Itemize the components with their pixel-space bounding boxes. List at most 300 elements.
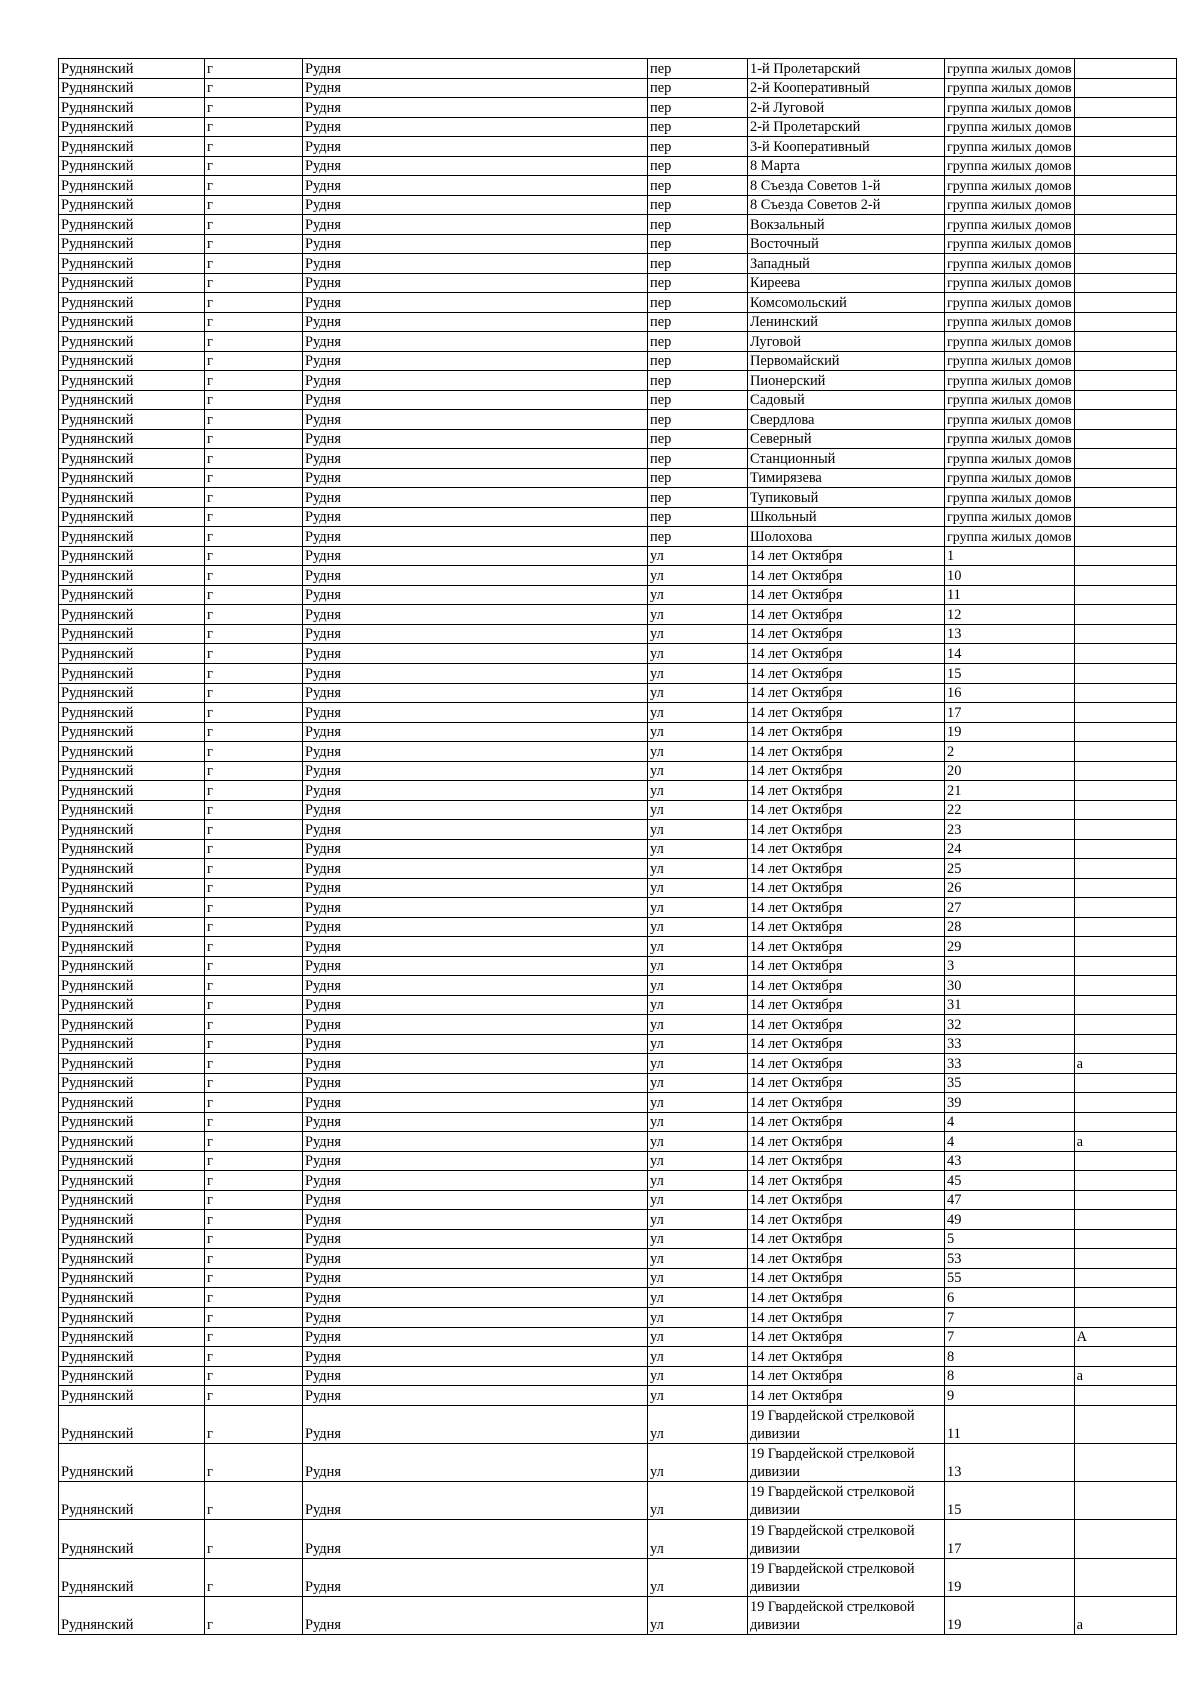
house-letter-cell <box>1074 917 1176 937</box>
table-row <box>59 1210 1177 1230</box>
settlement-name-cell: Рудня <box>303 644 648 664</box>
settlement-type-cell: г <box>205 234 303 254</box>
house-number-cell: 14 <box>945 644 1075 664</box>
settlement-type-cell: г <box>205 195 303 215</box>
settlement-name-cell: Рудня <box>303 1190 648 1210</box>
street-name-cell: 19 Гвардейской стрелковой дивизии <box>748 1558 945 1596</box>
table-row <box>59 566 1177 586</box>
settlement-name-cell: Рудня <box>303 59 648 79</box>
street-type-cell: пер <box>648 488 748 508</box>
table-row <box>59 956 1177 976</box>
house-number-cell: группа жилых домов <box>945 390 1075 410</box>
settlement-name-cell: Рудня <box>303 1268 648 1288</box>
street-name-cell: 14 лет Октября <box>748 703 945 723</box>
street-name-cell: Первомайский <box>748 351 945 371</box>
district-cell: Руднянский <box>59 59 205 79</box>
district-cell: Руднянский <box>59 468 205 488</box>
street-name-cell: 14 лет Октября <box>748 742 945 762</box>
house-letter-cell <box>1074 468 1176 488</box>
house-number-cell: группа жилых домов <box>945 293 1075 313</box>
table-row <box>59 1015 1177 1035</box>
street-name-cell: 14 лет Октября <box>748 1386 945 1406</box>
settlement-type-cell: г <box>205 429 303 449</box>
settlement-name-cell: Рудня <box>303 585 648 605</box>
street-type-cell: ул <box>648 1054 748 1074</box>
settlement-type-cell: г <box>205 663 303 683</box>
settlement-name-cell: Рудня <box>303 742 648 762</box>
house-number-cell: 29 <box>945 937 1075 957</box>
settlement-type-cell: г <box>205 956 303 976</box>
district-cell: Руднянский <box>59 1015 205 1035</box>
settlement-name-cell: Рудня <box>303 898 648 918</box>
street-name-cell: 14 лет Октября <box>748 820 945 840</box>
house-letter-cell <box>1074 1308 1176 1328</box>
settlement-type-cell: г <box>205 468 303 488</box>
settlement-type-cell: г <box>205 1520 303 1558</box>
table-row <box>59 995 1177 1015</box>
street-name-cell: Ленинский <box>748 312 945 332</box>
settlement-name-cell: Рудня <box>303 1327 648 1347</box>
street-name-cell: Тимирязева <box>748 468 945 488</box>
settlement-type-cell: г <box>205 390 303 410</box>
street-type-cell: пер <box>648 137 748 157</box>
settlement-type-cell: г <box>205 605 303 625</box>
street-name-cell: 14 лет Октября <box>748 878 945 898</box>
settlement-type-cell: г <box>205 742 303 762</box>
street-name-cell: 14 лет Октября <box>748 1288 945 1308</box>
street-name-cell: 19 Гвардейской стрелковой дивизии <box>748 1520 945 1558</box>
street-type-cell: ул <box>648 898 748 918</box>
settlement-type-cell: г <box>205 1558 303 1596</box>
street-name-cell: 14 лет Октября <box>748 1210 945 1230</box>
district-cell: Руднянский <box>59 566 205 586</box>
district-cell: Руднянский <box>59 761 205 781</box>
house-number-cell: 17 <box>945 703 1075 723</box>
district-cell: Руднянский <box>59 215 205 235</box>
table-row <box>59 1054 1177 1074</box>
district-cell: Руднянский <box>59 98 205 118</box>
table-row <box>59 234 1177 254</box>
street-type-cell: ул <box>648 917 748 937</box>
district-cell: Руднянский <box>59 390 205 410</box>
district-cell: Руднянский <box>59 1151 205 1171</box>
house-letter-cell <box>1074 215 1176 235</box>
street-type-cell: ул <box>648 859 748 879</box>
house-number-cell: 9 <box>945 1386 1075 1406</box>
house-letter-cell <box>1074 898 1176 918</box>
settlement-type-cell: г <box>205 624 303 644</box>
house-number-cell: группа жилых домов <box>945 488 1075 508</box>
house-letter-cell <box>1074 585 1176 605</box>
district-cell: Руднянский <box>59 1288 205 1308</box>
district-cell: Руднянский <box>59 1210 205 1230</box>
table-row <box>59 429 1177 449</box>
settlement-type-cell: г <box>205 1171 303 1191</box>
house-letter-cell <box>1074 351 1176 371</box>
street-name-cell: 14 лет Октября <box>748 1015 945 1035</box>
house-number-cell: 3 <box>945 956 1075 976</box>
settlement-name-cell: Рудня <box>303 410 648 430</box>
street-name-cell: 8 Марта <box>748 156 945 176</box>
street-type-cell: ул <box>648 781 748 801</box>
house-letter-cell <box>1074 449 1176 469</box>
house-letter-cell <box>1074 254 1176 274</box>
house-number-cell: 33 <box>945 1054 1075 1074</box>
settlement-type-cell: г <box>205 1132 303 1152</box>
settlement-name-cell: Рудня <box>303 215 648 235</box>
house-letter-cell: а <box>1074 1054 1176 1074</box>
house-letter-cell <box>1074 781 1176 801</box>
house-letter-cell <box>1074 742 1176 762</box>
table-row <box>59 195 1177 215</box>
district-cell: Руднянский <box>59 1347 205 1367</box>
district-cell: Руднянский <box>59 1405 205 1443</box>
settlement-type-cell: г <box>205 1327 303 1347</box>
house-letter-cell <box>1074 371 1176 391</box>
street-type-cell: ул <box>648 1132 748 1152</box>
house-number-cell: 53 <box>945 1249 1075 1269</box>
house-letter-cell <box>1074 1558 1176 1596</box>
house-letter-cell <box>1074 176 1176 196</box>
table-row <box>59 1443 1177 1481</box>
house-number-cell: группа жилых домов <box>945 332 1075 352</box>
street-type-cell: ул <box>648 1210 748 1230</box>
district-cell: Руднянский <box>59 917 205 937</box>
district-cell: Руднянский <box>59 410 205 430</box>
street-type-cell: ул <box>648 1558 748 1596</box>
district-cell: Руднянский <box>59 683 205 703</box>
street-type-cell: ул <box>648 956 748 976</box>
settlement-type-cell: г <box>205 1482 303 1520</box>
street-name-cell: 14 лет Октября <box>748 1229 945 1249</box>
district-cell: Руднянский <box>59 1597 205 1635</box>
house-number-cell: группа жилых домов <box>945 273 1075 293</box>
house-number-cell: 32 <box>945 1015 1075 1035</box>
house-number-cell: группа жилых домов <box>945 215 1075 235</box>
settlement-type-cell: г <box>205 703 303 723</box>
settlement-name-cell: Рудня <box>303 507 648 527</box>
street-type-cell: пер <box>648 176 748 196</box>
settlement-name-cell: Рудня <box>303 332 648 352</box>
district-cell: Руднянский <box>59 1443 205 1481</box>
settlement-name-cell: Рудня <box>303 1132 648 1152</box>
street-name-cell: Комсомольский <box>748 293 945 313</box>
street-type-cell: пер <box>648 527 748 547</box>
settlement-type-cell: г <box>205 1073 303 1093</box>
street-name-cell: Станционный <box>748 449 945 469</box>
settlement-type-cell: г <box>205 1405 303 1443</box>
district-cell: Руднянский <box>59 1093 205 1113</box>
house-number-cell: группа жилых домов <box>945 468 1075 488</box>
street-name-cell: 1-й Пролетарский <box>748 59 945 79</box>
street-name-cell: Садовый <box>748 390 945 410</box>
settlement-type-cell: г <box>205 410 303 430</box>
street-name-cell: Киреева <box>748 273 945 293</box>
table-row <box>59 644 1177 664</box>
street-name-cell: 14 лет Октября <box>748 1327 945 1347</box>
street-type-cell: пер <box>648 156 748 176</box>
settlement-type-cell: г <box>205 1366 303 1386</box>
settlement-name-cell: Рудня <box>303 234 648 254</box>
street-name-cell: 14 лет Октября <box>748 1132 945 1152</box>
house-number-cell: 11 <box>945 1405 1075 1443</box>
settlement-name-cell: Рудня <box>303 976 648 996</box>
table-row <box>59 742 1177 762</box>
street-name-cell: Шолохова <box>748 527 945 547</box>
settlement-type-cell: г <box>205 215 303 235</box>
street-name-cell: 14 лет Октября <box>748 624 945 644</box>
street-name-cell: Северный <box>748 429 945 449</box>
district-cell: Руднянский <box>59 488 205 508</box>
district-cell: Руднянский <box>59 254 205 274</box>
district-cell: Руднянский <box>59 1520 205 1558</box>
settlement-type-cell: г <box>205 937 303 957</box>
table-row <box>59 176 1177 196</box>
house-number-cell: 4 <box>945 1132 1075 1152</box>
table-row <box>59 878 1177 898</box>
settlement-name-cell: Рудня <box>303 683 648 703</box>
table-row <box>59 332 1177 352</box>
table-row <box>59 859 1177 879</box>
house-letter-cell <box>1074 332 1176 352</box>
house-number-cell: 30 <box>945 976 1075 996</box>
house-number-cell: группа жилых домов <box>945 98 1075 118</box>
house-number-cell: 13 <box>945 1443 1075 1481</box>
district-cell: Руднянский <box>59 956 205 976</box>
street-type-cell: ул <box>648 1268 748 1288</box>
house-number-cell: 23 <box>945 820 1075 840</box>
house-letter-cell <box>1074 293 1176 313</box>
settlement-type-cell: г <box>205 273 303 293</box>
street-type-cell: ул <box>648 820 748 840</box>
settlement-type-cell: г <box>205 1288 303 1308</box>
house-number-cell: группа жилых домов <box>945 137 1075 157</box>
settlement-name-cell: Рудня <box>303 937 648 957</box>
house-letter-cell <box>1074 1093 1176 1113</box>
street-name-cell: 14 лет Октября <box>748 546 945 566</box>
settlement-type-cell: г <box>205 351 303 371</box>
house-number-cell: 13 <box>945 624 1075 644</box>
table-row <box>59 1073 1177 1093</box>
table-row <box>59 312 1177 332</box>
street-type-cell: ул <box>648 1093 748 1113</box>
settlement-type-cell: г <box>205 1347 303 1367</box>
table-row <box>59 1347 1177 1367</box>
street-type-cell: ул <box>648 937 748 957</box>
settlement-type-cell: г <box>205 1054 303 1074</box>
house-letter-cell <box>1074 995 1176 1015</box>
settlement-name-cell: Рудня <box>303 878 648 898</box>
settlement-type-cell: г <box>205 156 303 176</box>
street-type-cell: пер <box>648 312 748 332</box>
house-letter-cell: а <box>1074 1132 1176 1152</box>
settlement-name-cell: Рудня <box>303 761 648 781</box>
settlement-type-cell: г <box>205 781 303 801</box>
district-cell: Руднянский <box>59 1132 205 1152</box>
settlement-name-cell: Рудня <box>303 1229 648 1249</box>
house-number-cell: 2 <box>945 742 1075 762</box>
house-letter-cell <box>1074 78 1176 98</box>
settlement-name-cell: Рудня <box>303 78 648 98</box>
street-type-cell: ул <box>648 663 748 683</box>
settlement-type-cell: г <box>205 1210 303 1230</box>
table-row <box>59 546 1177 566</box>
house-letter-cell <box>1074 1034 1176 1054</box>
district-cell: Руднянский <box>59 1366 205 1386</box>
street-type-cell: ул <box>648 1327 748 1347</box>
street-type-cell: ул <box>648 1308 748 1328</box>
table-row <box>59 839 1177 859</box>
settlement-name-cell: Рудня <box>303 566 648 586</box>
settlement-name-cell: Рудня <box>303 312 648 332</box>
house-number-cell: 6 <box>945 1288 1075 1308</box>
settlement-name-cell: Рудня <box>303 1597 648 1635</box>
district-cell: Руднянский <box>59 449 205 469</box>
settlement-type-cell: г <box>205 546 303 566</box>
street-name-cell: Свердлова <box>748 410 945 430</box>
settlement-type-cell: г <box>205 1229 303 1249</box>
settlement-name-cell: Рудня <box>303 1386 648 1406</box>
table-row <box>59 488 1177 508</box>
house-number-cell: 35 <box>945 1073 1075 1093</box>
house-letter-cell <box>1074 624 1176 644</box>
house-letter-cell <box>1074 663 1176 683</box>
settlement-name-cell: Рудня <box>303 156 648 176</box>
street-name-cell: 14 лет Октября <box>748 839 945 859</box>
house-number-cell: 22 <box>945 800 1075 820</box>
table-row <box>59 605 1177 625</box>
settlement-type-cell: г <box>205 98 303 118</box>
district-cell: Руднянский <box>59 1327 205 1347</box>
house-number-cell: 17 <box>945 1520 1075 1558</box>
settlement-type-cell: г <box>205 917 303 937</box>
house-number-cell: группа жилых домов <box>945 176 1075 196</box>
street-type-cell: ул <box>648 1249 748 1269</box>
district-cell: Руднянский <box>59 332 205 352</box>
house-letter-cell <box>1074 1288 1176 1308</box>
house-letter-cell <box>1074 1405 1176 1443</box>
house-letter-cell <box>1074 195 1176 215</box>
district-cell: Руднянский <box>59 273 205 293</box>
street-name-cell: 14 лет Октября <box>748 722 945 742</box>
district-cell: Руднянский <box>59 585 205 605</box>
street-name-cell: Тупиковый <box>748 488 945 508</box>
settlement-name-cell: Рудня <box>303 1405 648 1443</box>
settlement-name-cell: Рудня <box>303 624 648 644</box>
street-type-cell: пер <box>648 234 748 254</box>
settlement-type-cell: г <box>205 683 303 703</box>
settlement-type-cell: г <box>205 293 303 313</box>
house-letter-cell: а <box>1074 1366 1176 1386</box>
district-cell: Руднянский <box>59 605 205 625</box>
district-cell: Руднянский <box>59 722 205 742</box>
street-name-cell: 14 лет Октября <box>748 1366 945 1386</box>
house-letter-cell <box>1074 859 1176 879</box>
house-number-cell: группа жилых домов <box>945 429 1075 449</box>
house-letter-cell <box>1074 566 1176 586</box>
settlement-type-cell: г <box>205 137 303 157</box>
table-row <box>59 1597 1177 1635</box>
street-type-cell: пер <box>648 507 748 527</box>
street-name-cell: 14 лет Октября <box>748 1054 945 1074</box>
street-type-cell: ул <box>648 1151 748 1171</box>
street-name-cell: Восточный <box>748 234 945 254</box>
street-name-cell: 2-й Луговой <box>748 98 945 118</box>
house-letter-cell <box>1074 722 1176 742</box>
house-number-cell: группа жилых домов <box>945 156 1075 176</box>
table-row <box>59 98 1177 118</box>
settlement-name-cell: Рудня <box>303 390 648 410</box>
settlement-name-cell: Рудня <box>303 1308 648 1328</box>
house-letter-cell <box>1074 1268 1176 1288</box>
street-name-cell: 14 лет Октября <box>748 605 945 625</box>
settlement-type-cell: г <box>205 507 303 527</box>
house-number-cell: группа жилых домов <box>945 410 1075 430</box>
street-type-cell: ул <box>648 1288 748 1308</box>
table-row <box>59 1327 1177 1347</box>
house-number-cell: 39 <box>945 1093 1075 1113</box>
district-cell: Руднянский <box>59 234 205 254</box>
table-row <box>59 624 1177 644</box>
street-type-cell: ул <box>648 703 748 723</box>
house-number-cell: 1 <box>945 546 1075 566</box>
street-name-cell: 2-й Кооперативный <box>748 78 945 98</box>
settlement-name-cell: Рудня <box>303 293 648 313</box>
settlement-name-cell: Рудня <box>303 1558 648 1596</box>
table-row <box>59 1034 1177 1054</box>
street-type-cell: ул <box>648 742 748 762</box>
settlement-type-cell: г <box>205 1386 303 1406</box>
district-cell: Руднянский <box>59 937 205 957</box>
settlement-name-cell: Рудня <box>303 1151 648 1171</box>
house-number-cell: 21 <box>945 781 1075 801</box>
settlement-name-cell: Рудня <box>303 1482 648 1520</box>
district-cell: Руднянский <box>59 1054 205 1074</box>
table-row <box>59 898 1177 918</box>
settlement-type-cell: г <box>205 1190 303 1210</box>
settlement-type-cell: г <box>205 800 303 820</box>
settlement-name-cell: Рудня <box>303 781 648 801</box>
street-name-cell: Пионерский <box>748 371 945 391</box>
settlement-name-cell: Рудня <box>303 1288 648 1308</box>
district-cell: Руднянский <box>59 742 205 762</box>
district-cell: Руднянский <box>59 312 205 332</box>
settlement-type-cell: г <box>205 488 303 508</box>
settlement-name-cell: Рудня <box>303 859 648 879</box>
house-letter-cell <box>1074 644 1176 664</box>
settlement-name-cell: Рудня <box>303 1347 648 1367</box>
settlement-name-cell: Рудня <box>303 195 648 215</box>
street-type-cell: ул <box>648 995 748 1015</box>
settlement-type-cell: г <box>205 566 303 586</box>
house-letter-cell <box>1074 1520 1176 1558</box>
street-type-cell: ул <box>648 1073 748 1093</box>
settlement-type-cell: г <box>205 1151 303 1171</box>
street-type-cell: ул <box>648 1229 748 1249</box>
street-type-cell: ул <box>648 800 748 820</box>
table-row <box>59 254 1177 274</box>
house-number-cell: 19 <box>945 1558 1075 1596</box>
street-name-cell: 14 лет Октября <box>748 683 945 703</box>
address-table <box>58 58 1177 1635</box>
settlement-name-cell: Рудня <box>303 351 648 371</box>
settlement-name-cell: Рудня <box>303 273 648 293</box>
settlement-type-cell: г <box>205 449 303 469</box>
settlement-type-cell: г <box>205 371 303 391</box>
street-name-cell: 14 лет Октября <box>748 1034 945 1054</box>
street-type-cell: пер <box>648 195 748 215</box>
district-cell: Руднянский <box>59 429 205 449</box>
